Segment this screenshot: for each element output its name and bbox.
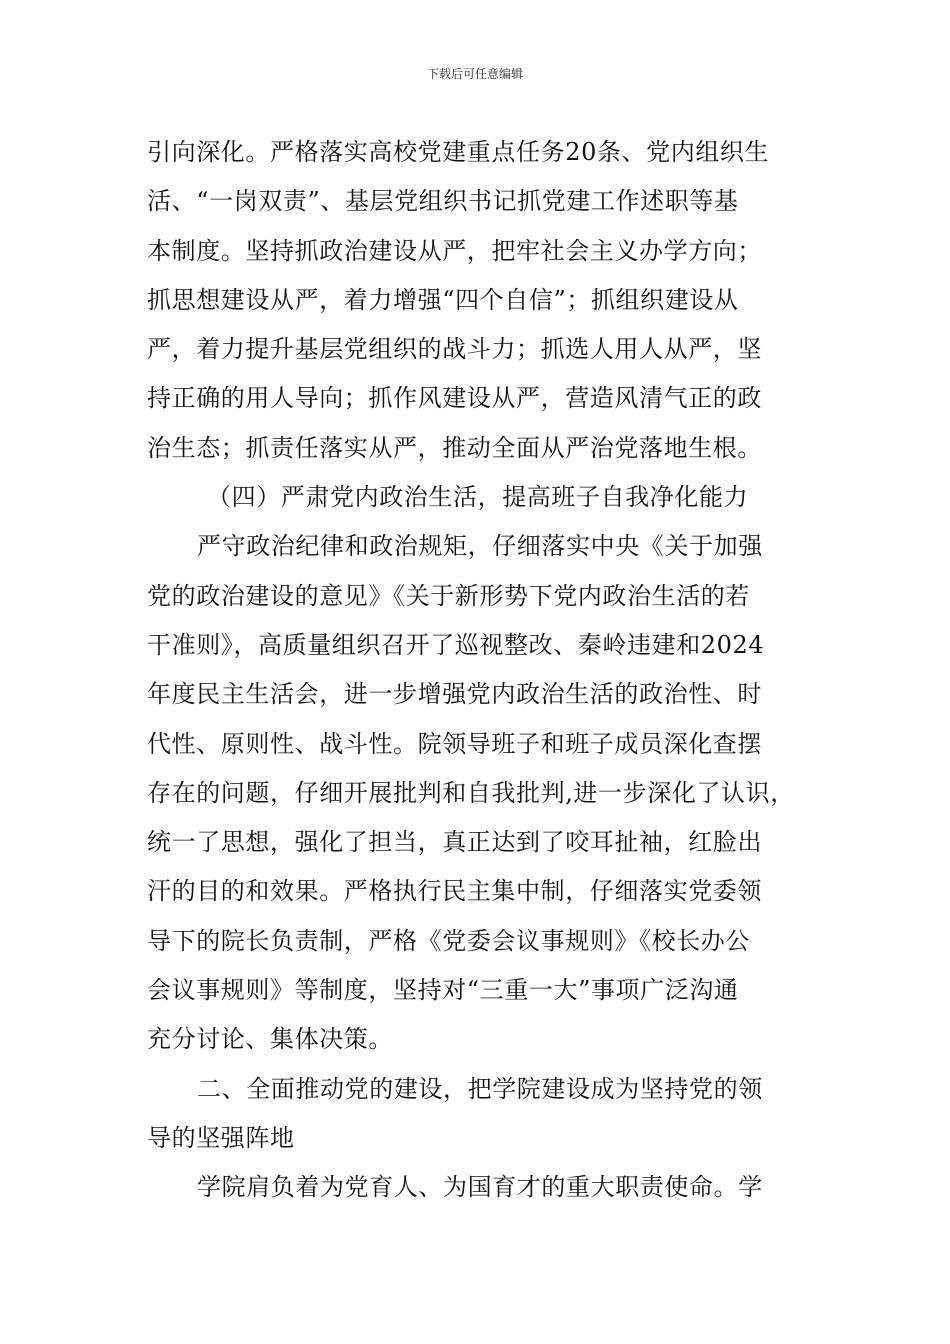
paragraph-line: 干准则》，高质量组织召开了巡视整改、秦岭违建和2024 <box>147 630 765 659</box>
paragraph-line: 严，着力提升基层党组织的战斗力；抓选人用人从严，坚 <box>147 335 762 364</box>
paragraph-line: 会议事规则》等制度，坚持对“三重一大”事项广泛沟通 <box>147 976 739 1005</box>
section-heading-two: 二、全面推动党的建设，把学院建设成为坚持党的领 <box>197 1074 763 1103</box>
paragraph-line: 存在的问题，仔细开展批判和自我批判,进一步深化了认识， <box>147 778 795 807</box>
section-heading-two-continued: 导的坚强阵地 <box>147 1123 295 1152</box>
paragraph-line: 汗的目的和效果。严格执行民主集中制，仔细落实党委领 <box>147 877 762 906</box>
paragraph-line: 持正确的用人导向；抓作风建设从严，营造风清气正的政 <box>147 384 762 413</box>
paragraph-line: 引向深化。严格落实高校党建重点任务20条、党内组织生 <box>147 138 770 166</box>
paragraph-line: 年度民主生活会，进一步增强党内政治生活的政治性、时 <box>147 680 762 709</box>
paragraph-line: 抓思想建设从严，着力增强“四个自信”；抓组织建设从 <box>147 285 739 314</box>
paragraph-line: 党的政治建设的意见》《关于新形势下党内政治生活的若 <box>147 581 750 610</box>
paragraph-line: 治生态；抓责任落实从严，推动全面从严治党落地生根。 <box>147 433 762 462</box>
paragraph-line: 严守政治纪律和政治规矩，仔细落实中央《关于加强 <box>197 532 763 561</box>
paragraph-line: 充分讨论、集体决策。 <box>147 1025 393 1054</box>
section-heading-four: （四）严肃党内政治生活，提高班子自我净化能力 <box>207 483 749 512</box>
paragraph-line: 导下的院长负责制，严格《党委会议事规则》《校长办公 <box>147 926 750 955</box>
paragraph-line: 统一了思想，强化了担当，真正达到了咬耳扯袖，红脸出 <box>147 828 762 857</box>
paragraph-line: 活、“一岗双责”、基层党组织书记抓党建工作述职等基 <box>147 187 739 216</box>
paragraph-line: 代性、原则性、战斗性。院领导班子和班子成员深化查摆 <box>147 729 762 758</box>
paragraph-line: 本制度。坚持抓政治建设从严，把牢社会主义办学方向； <box>147 236 762 265</box>
document-body <box>147 128 813 1213</box>
page-header-note: 下载后可任意编辑 <box>426 67 523 81</box>
paragraph-line: 学院肩负着为党育人、为国育才的重大职责使命。学 <box>197 1173 763 1202</box>
